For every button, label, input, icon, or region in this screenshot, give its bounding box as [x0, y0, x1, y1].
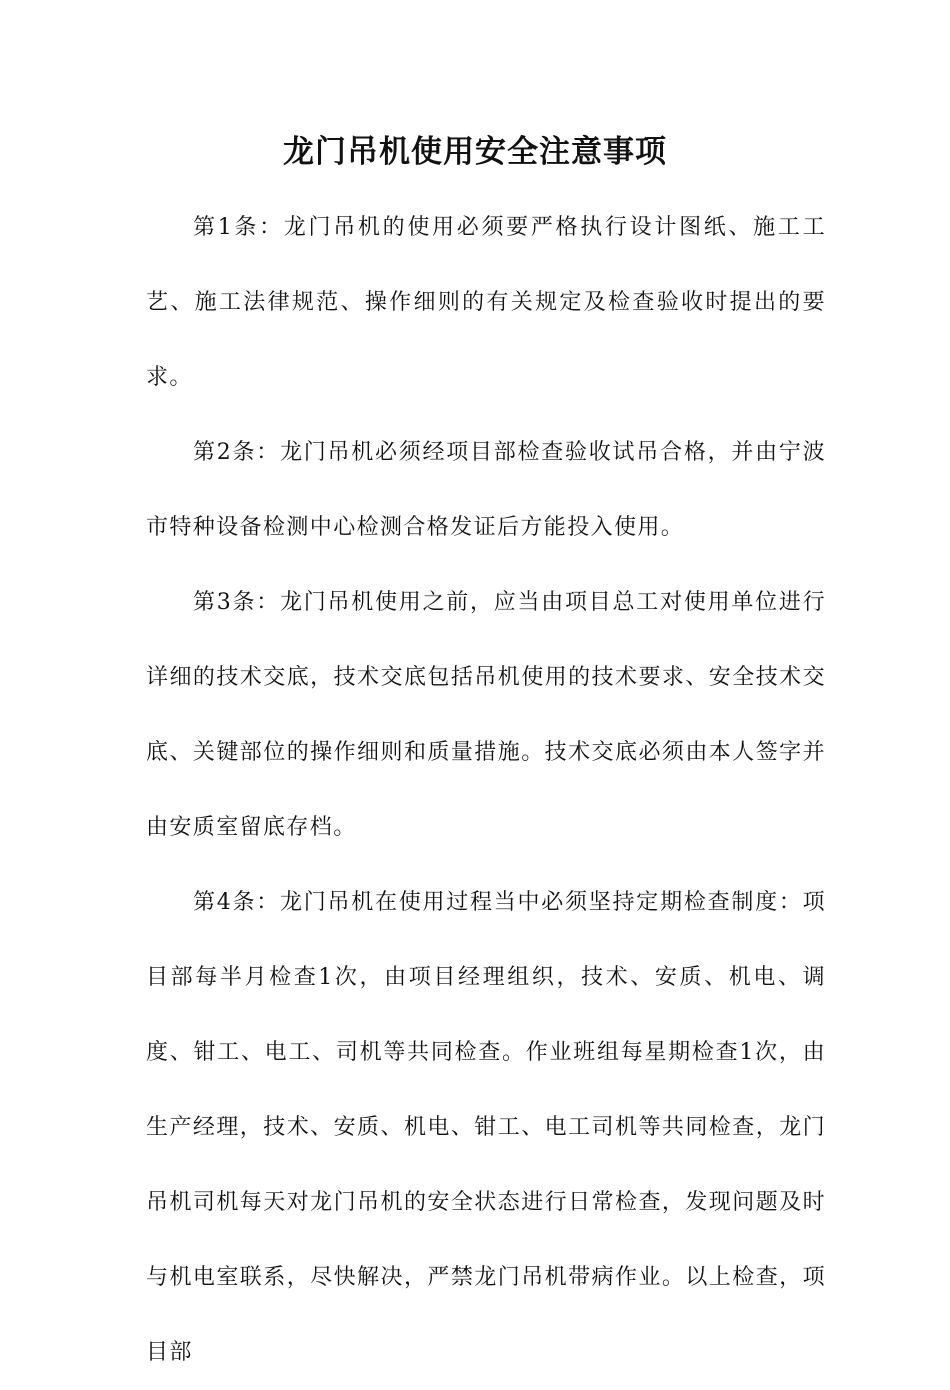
article-4: 第4条：龙门吊机在使用过程当中必须坚持定期检查制度：项目部每半月检查1次，由项目经理组织，技术、安质、机电、调度、钳工、电工、司机等共同检查。作业班组每星期检查1次，由生产经理，技术、安质、机电、钳工、电工司机等共同检查，龙门吊机司机每天对龙门吊机的安全状态进行日常检查，发现问题及时与机电室联系，尽快解决，严禁龙门吊机带病作业。以上检查，项目部	[146, 890, 826, 1365]
article-2: 第2条：龙门吊机必须经项目部检查验收试吊合格，并由宁波市特种设备检测中心检测合格发证后方能投入使用。	[146, 440, 826, 540]
page-title: 龙门吊机使用安全注意事项	[283, 134, 667, 170]
article-1: 第1条：龙门吊机的使用必须要严格执行设计图纸、施工工艺、施工法律规范、操作细则的有关规定及检查验收时提出的要求。	[146, 215, 826, 390]
document-body	[146, 190, 826, 1390]
article-3: 第3条：龙门吊机使用之前，应当由项目总工对使用单位进行详细的技术交底，技术交底包括吊机使用的技术要求、安全技术交底、关键部位的操作细则和质量措施。技术交底必须由本人签字并由安质室留底存档。	[146, 590, 826, 840]
